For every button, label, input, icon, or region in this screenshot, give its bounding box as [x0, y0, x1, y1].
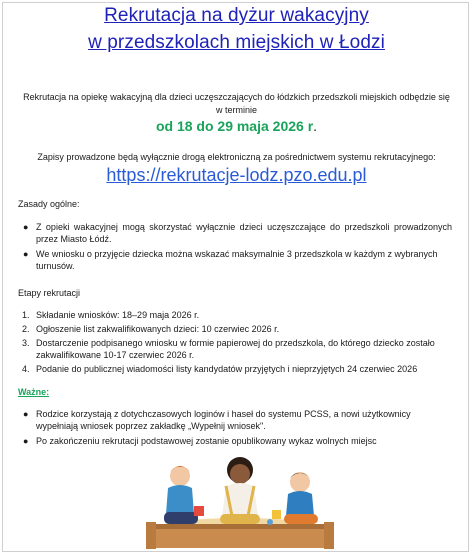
bucket-yellow: [272, 510, 281, 519]
list-item: [22, 248, 452, 272]
sandbox-children-illustration: [140, 452, 340, 552]
child-middle-legs: [220, 514, 260, 524]
title-line-1: Rekrutacja na dyżur wakacyjny: [104, 5, 369, 26]
system-note: Zapisy prowadzone będą wyłącznie drogą elektroniczną za pośrednictwem systemu rekrutacyjnego:: [37, 152, 436, 162]
rule-text: Z opieki wakacyjnej mogą skorzystać wyłącznie dzieci uczęszczające do przedszkoli prowadzonych przez Miasto Łódź.: [36, 222, 452, 244]
stages-heading: Etapy rekrutacji: [18, 288, 81, 298]
bullet-icon: ●: [23, 222, 29, 232]
important-text: Po zakończeniu rekrutacji podstawowej zostanie opublikowany wykaz wolnych miejsc: [36, 436, 377, 446]
list-item: [22, 435, 452, 447]
stage-text: Ogłoszenie list zakwalifikowanych dzieci: 10 czerwiec 2026 r.: [36, 324, 280, 334]
list-item: [22, 337, 452, 361]
child-left-shirt: [166, 485, 194, 514]
bullet-icon: ●: [23, 249, 29, 259]
child-right-shirt: [286, 491, 314, 516]
list-item: [22, 309, 452, 321]
sandbox-post-right: [324, 522, 334, 549]
important-heading: Ważne:: [18, 387, 50, 397]
child-left-legs: [164, 512, 198, 524]
recruitment-dates: [0, 118, 473, 134]
list-item: [22, 323, 452, 335]
list-item: [22, 363, 452, 375]
child-right-head: [290, 472, 310, 492]
list-item: [22, 221, 452, 245]
stage-number: 2.: [22, 324, 30, 334]
rule-text: We wniosku o przyjęcie dziecka można wskazać maksymalnie 3 przedszkola w każdym z wybranych turnusów.: [36, 249, 438, 271]
dates-period: .: [313, 118, 318, 134]
bullet-icon: ●: [23, 409, 29, 419]
important-list: [22, 408, 452, 450]
recruitment-link[interactable]: https://rekrutacje-lodz.pzo.edu.pl: [106, 165, 367, 185]
stage-number: 1.: [22, 310, 30, 320]
stage-number: 3.: [22, 338, 30, 348]
list-item: [22, 408, 452, 432]
stage-number: 4.: [22, 364, 30, 374]
stage-text: Podanie do publicznej wiadomości listy kandydatów przyjętych i nieprzyjętych 24 czerwiec 2026: [36, 364, 418, 374]
rules-heading: Zasady ogólne:: [18, 199, 80, 209]
bucket-red: [194, 506, 204, 516]
bullet-icon: ●: [23, 436, 29, 446]
important-text: Rodzice korzystają z dotychczasowych loginów i haseł do systemu PCSS, a nowi użytkownicy wypełniają wniosek poprzez zakładkę „Wypełnij wniosek".: [36, 409, 411, 431]
rules-list: [22, 221, 452, 275]
dates-text: od 18 do 29 maja 2026 r: [155, 118, 314, 134]
title-line-2: w przedszkolach miejskich w Łodzi: [88, 32, 385, 53]
child-left-head: [170, 466, 190, 486]
child-middle-head: [230, 464, 250, 484]
stage-text: Składanie wniosków: 18–29 maja 2026 r.: [36, 310, 200, 320]
stages-list: [22, 309, 452, 377]
intro-text: Rekrutacja na opiekę wakacyjną dla dzieci uczęszczających do łódzkich przedszkoli miejskich odbędzie się w terminie: [23, 92, 450, 115]
sand-toy: [267, 519, 273, 525]
sandbox-post-left: [146, 522, 156, 549]
sandbox-rim: [152, 524, 328, 529]
child-right-legs: [284, 514, 318, 524]
stage-text: Dostarczenie podpisanego wniosku w formie papierowej do przedszkola, do którego dziecko zostało zakwalifikowane 10-17 czerwiec 2026 r.: [36, 338, 435, 360]
